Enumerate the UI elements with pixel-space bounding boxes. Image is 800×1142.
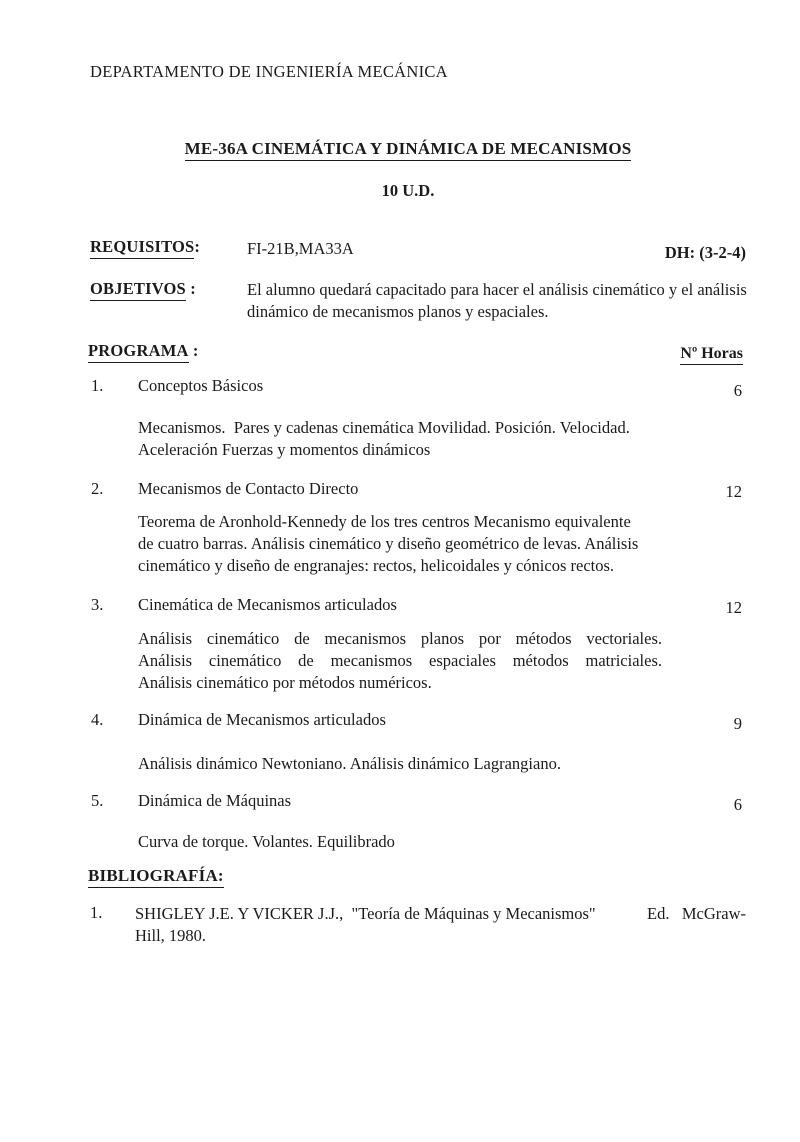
- course-credits: 10 U.D.: [381, 181, 435, 200]
- description-line: Aceleración Fuerzas y momentos dinámicos: [138, 440, 431, 459]
- program-item-title: Dinámica de Máquinas: [138, 791, 292, 810]
- bibliography-item-line2: Hill, 1980.: [135, 926, 207, 945]
- program-item-hours: 12: [725, 598, 742, 617]
- description-line: Análisis cinemático de mecanismos planos por métodos vectoriales.: [138, 629, 662, 648]
- description-line: de cuatro barras. Análisis cinemático y diseño geométrico de levas. Análisis: [138, 534, 639, 553]
- program-item-title: Mecanismos de Contacto Directo: [138, 479, 359, 498]
- program-item-title: Dinámica de Mecanismos articulados: [138, 710, 386, 729]
- requisitos-colon: :: [194, 237, 201, 256]
- description-line: Teorema de Aronhold-Kennedy de los tres centros Mecanismo equivalente: [138, 512, 631, 531]
- bibliography-item-number: 1.: [90, 903, 103, 922]
- requisitos-value: FI-21B,MA33A: [247, 239, 354, 258]
- requisitos-label: REQUISITOS:: [90, 237, 200, 259]
- program-item-number: 1.: [91, 376, 104, 395]
- program-item-description: [138, 628, 662, 694]
- description-line: Análisis dinámico Newtoniano. Análisis dinámico Lagrangiano.: [138, 754, 561, 773]
- program-item-number: 3.: [91, 595, 104, 614]
- program-item-hours: 6: [733, 795, 742, 814]
- weekly-hours-dh: DH: (3-2-4): [664, 243, 746, 262]
- program-item-title: Conceptos Básicos: [138, 376, 264, 395]
- program-item-number: 5.: [91, 791, 104, 810]
- program-item-hours: 12: [725, 482, 742, 501]
- objetivos-text: [247, 279, 749, 323]
- program-item-description: [138, 753, 662, 775]
- bibliography-publisher: Ed. McGraw-: [647, 904, 746, 923]
- department-heading: DEPARTAMENTO DE INGENIERÍA MECÁNICA: [90, 62, 448, 81]
- program-item-description: [138, 417, 662, 461]
- program-item-number: 4.: [91, 710, 104, 729]
- objetivos-line: dinámico de mecanismos planos y espaciales.: [247, 302, 549, 321]
- bibliography-item-line1: [135, 903, 746, 925]
- program-item-hours: 6: [733, 381, 742, 400]
- objetivos-line: El alumno quedará capacitado para hacer el análisis cinemático y el análisis: [247, 280, 747, 299]
- objetivos-label: OBJETIVOS :: [90, 279, 196, 301]
- hours-column-header: Nº Horas: [650, 345, 743, 365]
- course-title-wrap: [98, 139, 718, 161]
- description-line: Análisis cinemático de mecanismos espaciales métodos matriciales.: [138, 651, 662, 670]
- objetivos-colon: :: [185, 279, 196, 298]
- description-line: cinemático y diseño de engranajes: rectos, helicoidales y cónicos rectos.: [138, 556, 615, 575]
- programa-colon: :: [188, 341, 199, 360]
- program-item-number: 2.: [91, 479, 104, 498]
- program-item-hours: 9: [733, 714, 742, 733]
- program-item-title: Cinemática de Mecanismos articulados: [138, 595, 397, 614]
- bibliography-reference: SHIGLEY J.E. Y VICKER J.J., "Teoría de Máquinas y Mecanismos": [135, 904, 596, 923]
- description-line: Análisis cinemático por métodos numéricos.: [138, 673, 432, 692]
- description-line: Curva de torque. Volantes. Equilibrado: [138, 832, 395, 851]
- description-line: Mecanismos. Pares y cadenas cinemática Movilidad. Posición. Velocidad.: [138, 418, 630, 437]
- program-item-description: [138, 831, 662, 853]
- bibliografia-label: BIBLIOGRAFÍA:: [88, 866, 224, 888]
- course-title: ME-36A CINEMÁTICA Y DINÁMICA DE MECANISMOS: [185, 139, 632, 161]
- program-item-description: [138, 511, 662, 577]
- programa-label: PROGRAMA :: [88, 341, 199, 363]
